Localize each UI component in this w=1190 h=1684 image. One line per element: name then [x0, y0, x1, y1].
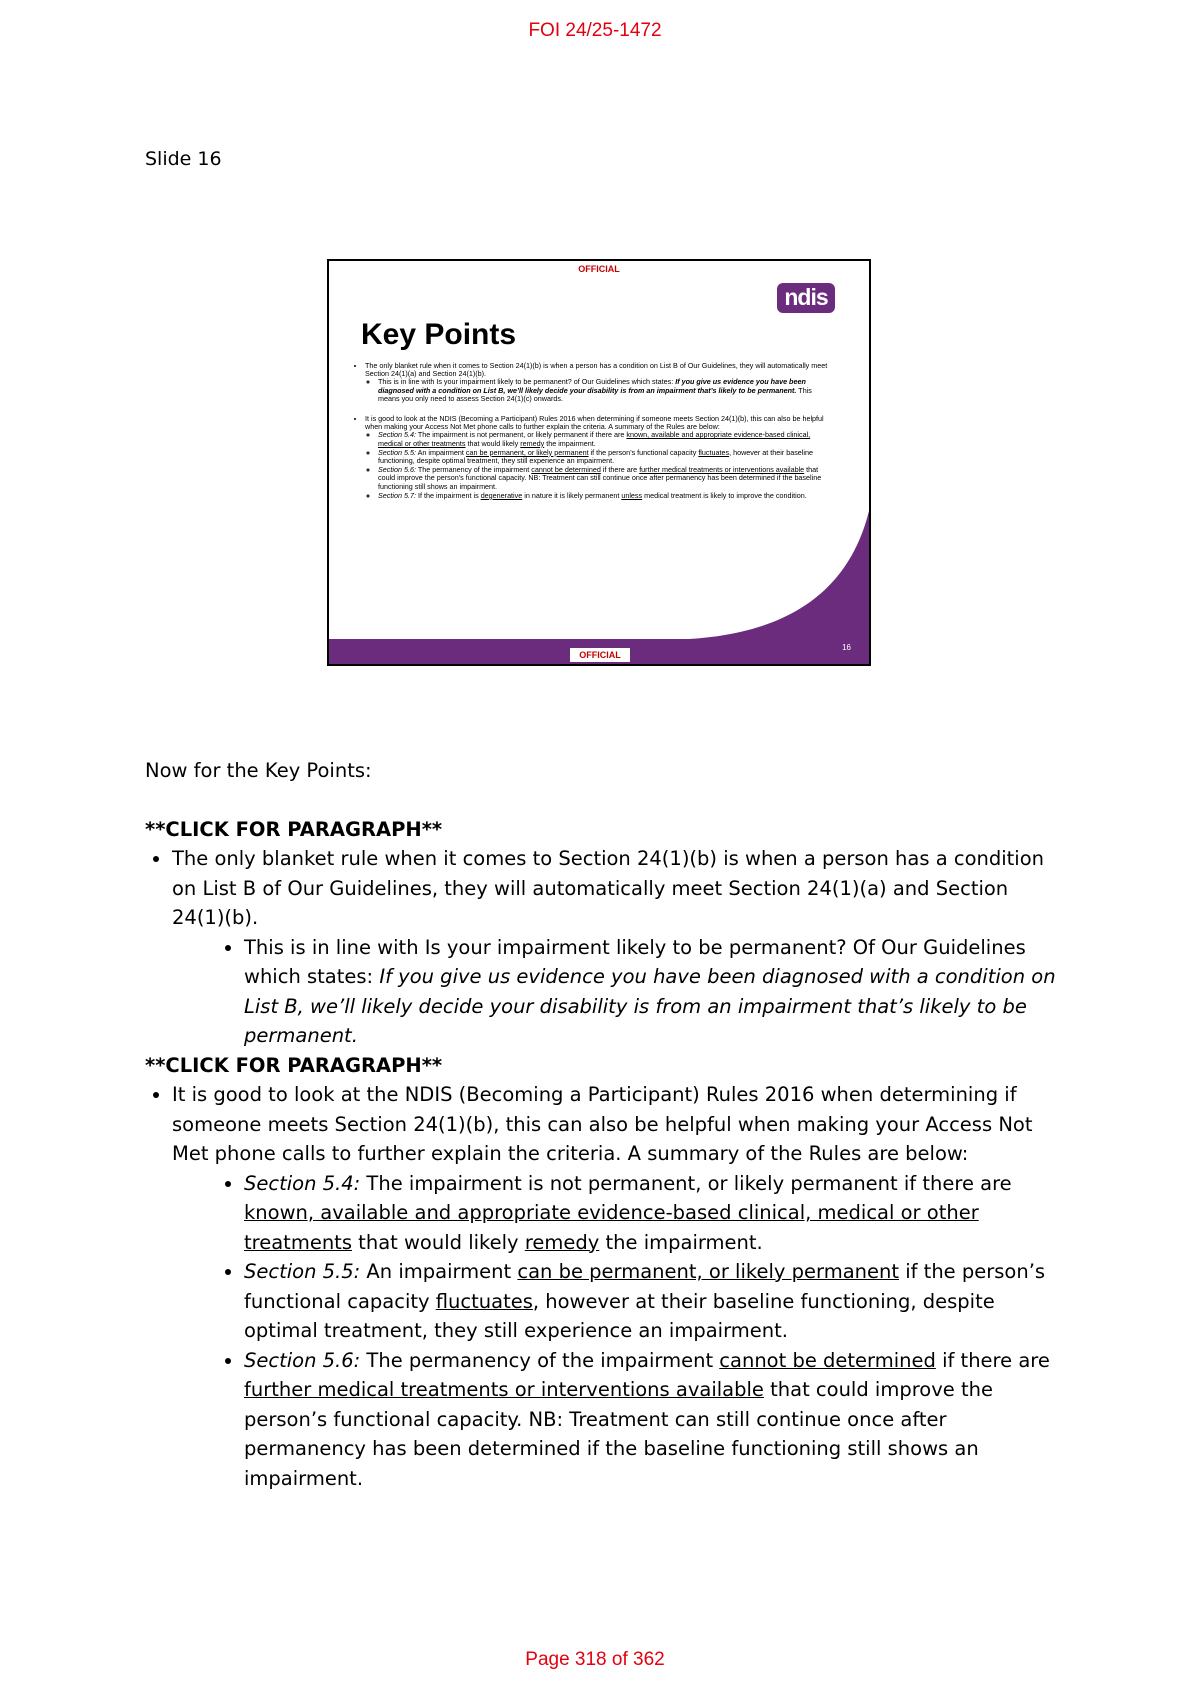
notes-bullet: • The only blanket rule when it comes to Section 24(1)(b) is when a person has a condition on List B of Our Guidelines, they will automatically meet Section 24(1)(a) and Section 24(1)(b). • This is in line with Is your impairment likely to be permanent? Of Our Guidelines which states: If you give us evidence you have been diagnosed with a condition on List B, we’ll likely decide your disability is from an impairment that’s likely to be permanent. — [172, 844, 1065, 1051]
slide-sub-bullet: ◦ Section 5.7: If the impairment is degenerative in nature it is likely permanent unless medical treatment is likely to improve the condition. — [378, 492, 835, 500]
slide-label: Slide 16 — [145, 148, 222, 170]
foi-reference: FOI 24/25-1472 — [528, 20, 662, 41]
notes-sub-bullet: • Section 5.5: An impairment can be permanent, or likely permanent if the person’s functional capacity fluctuates, however at their baseline functioning, despite optimal treatment, they still experience an impairment. — [244, 1257, 1065, 1346]
click-for-paragraph: **CLICK FOR PARAGRAPH** — [145, 1053, 443, 1077]
slide-bullet: • The only blanket rule when it comes to Section 24(1)(b) is when a person has a condition on List B of Our Guidelines, they will automatically meet Section 24(1)(a) and Section 24(1)(b). ◦ This is in line with Is your impairment likely to be permanent? of Our Guidelines which states: If you give us evidence you have been diagnosed with a condition on List B, we’ll likely decide your disability is from an impairment that’s likely to be permanent. This means you only need to assess Section 24(1)(c) onwards. — [365, 362, 835, 403]
speaker-notes — [145, 756, 1065, 1493]
notes-sub-bullet: • This is in line with Is your impairment likely to be permanent? Of Our Guidelines which states: If you give us evidence you have been diagnosed with a condition on List B, we’ll likely decide your disability is from an impairment that’s likely to be permanent. — [244, 933, 1065, 1051]
slide-thumbnail — [327, 259, 871, 666]
slide-official-bottom: OFFICIAL — [570, 648, 630, 662]
notes-bullet: • It is good to look at the NDIS (Becoming a Participant) Rules 2016 when determining if someone meets Section 24(1)(b), this can also be helpful when making your Access Not Met phone calls to further explain the criteria. A summary of the Rules are below: • Section 5.4: The impairment is not permanent, or likely permanent if there are known, available and appropriate evidence-based clinical, medical or other treatments that would likely remedy the impairment. • Section 5.5: An impairment can be permanent, or likely permanent if the person’s functional capacity fluctuates, however at their baseline functioning, despite optimal treatment, they still experience an impairment. • Section 5.6: The permanency of the impairment cannot be determined if there are further medical treatments or interventions available that could improve the person’s functional capacity. NB: Treatment can still continue once after permanency has been determined if the baseline functioning still shows an impairment. — [172, 1080, 1065, 1493]
slide-official-top: OFFICIAL — [578, 264, 620, 274]
slide-number: 16 — [842, 643, 851, 652]
slide-bullet: • It is good to look at the NDIS (Becoming a Participant) Rules 2016 when determining if someone meets Section 24(1)(b), this can also be helpful when making your Access Not Met phone calls to further explain the criteria. A summary of the Rules are below: ◦ Section 5.4: The impairment is not permanent, or likely permanent if there are known, available and appropriate evidence-based clinical, medical or other treatments that would likely remedy the impairment. ◦ Section 5.5: An impairment can be permanent, or likely permanent if the person’s functional capacity fluctuates, however at their baseline functioning, despite optimal treatment, they still experience an impairment. ◦ Section 5.6: The permanency of the impairment cannot be determined if there are further medical treatments or interventions available that could improve the person’s functional capacity. NB: Treatment can still continue once after permanency has been determined if the baseline functioning still shows an impairment. ◦ Section 5.7: If the impairment is degenerative in nature it is likely permanent unless medical treatment is likely to improve the condition. — [365, 415, 835, 500]
slide-sub-bullet: ◦ This is in line with Is your impairment likely to be permanent? of Our Guidelines which states: If you give us evidence you have been diagnosed with a condition on List B, we’ll likely decide your disability is from an impairment that’s likely to be permanent. This means you only need to assess Section 24(1)(c) onwards. — [378, 378, 835, 403]
slide-title: Key Points — [361, 318, 517, 351]
page-number: Page 318 of 362 — [525, 1649, 665, 1670]
notes-intro: Now for the Key Points: — [145, 759, 372, 782]
notes-sub-bullet: • Section 5.6: The permanency of the impairment cannot be determined if there are further medical treatments or interventions available that could improve the person’s functional capacity. NB: Treatment can still continue once after permanency has been determined if the baseline functioning still shows an impairment. — [244, 1346, 1065, 1494]
slide-sub-bullet: ◦ Section 5.4: The impairment is not permanent, or likely permanent if there are known, available and appropriate evidence-based clinical, medical or other treatments that would likely remedy the impairment. — [378, 431, 835, 447]
slide-sub-bullet: ◦ Section 5.6: The permanency of the impairment cannot be determined if there are further medical treatments or interventions available that could improve the person’s functional capacity. NB: Treatment can still continue once after permanency has been determined if the baseline functioning still shows an impairment. — [378, 466, 835, 491]
slide-sub-bullet: ◦ Section 5.5: An impairment can be permanent, or likely permanent if the person’s functional capacity fluctuates, however at their baseline functioning, despite optimal treatment, they still experience an impairment. — [378, 449, 835, 465]
ndis-logo: ndis — [777, 283, 835, 313]
click-for-paragraph: **CLICK FOR PARAGRAPH** — [145, 817, 443, 841]
notes-sub-bullet: • Section 5.4: The impairment is not permanent, or likely permanent if there are known, available and appropriate evidence-based clinical, medical or other treatments that would likely remedy the impairment. — [244, 1169, 1065, 1258]
slide-body — [355, 362, 835, 502]
